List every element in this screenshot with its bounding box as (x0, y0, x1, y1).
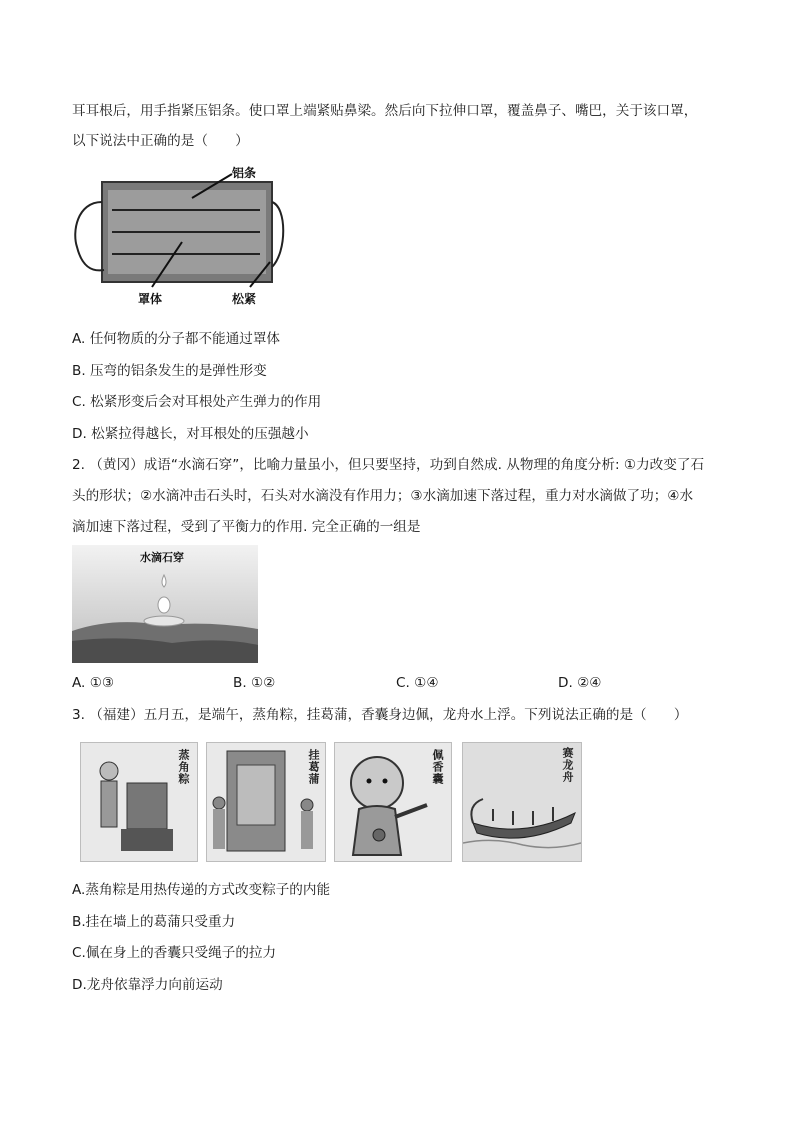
water-drop-figure (72, 545, 258, 663)
q1-option-b: B. 压弯的铝条发生的是弹性形变 (72, 363, 267, 379)
q1-stem-line-1: 耳耳根后，用手指紧压铝条。使口罩上端紧贴鼻梁。然后向下拉伸口罩，覆盖鼻子、嘴巴，关于该口罩， (72, 103, 698, 119)
panel-steam-dumplings (80, 742, 198, 862)
water-drop-title: 水滴石穿 (140, 551, 184, 564)
dragon-boat-figures (80, 742, 582, 862)
q3-option-c: C.佩在身上的香囊只受绳子的拉力 (72, 945, 277, 961)
label-aluminum-strip: 铝条 (232, 166, 257, 180)
label-elastic-band: 松紧 (232, 292, 257, 306)
q2-stem-line-1: 2. （黄冈）成语“水滴石穿”，比喻力量虽小，但只要坚持，功到自然成. 从物理的角度分析: ①力改变了石 (72, 457, 705, 473)
q2-stem-line-2: 头的形状；②水滴冲击石头时，石头对水滴没有作用力；③水滴加速下落过程，重力对水滴做了功；④水 (72, 488, 694, 504)
q3-option-d: D.龙舟依靠浮力向前运动 (72, 977, 223, 993)
q2-option-b: B. ①② (233, 675, 276, 691)
q1-option-a: A. 任何物质的分子都不能通过罩体 (72, 331, 281, 347)
q3-option-a: A.蒸角粽是用热传递的方式改变粽子的内能 (72, 882, 331, 898)
panel-label-steam: 蒸角粽 (177, 749, 190, 785)
q2-stem-line-3: 滴加速下落过程，受到了平衡力的作用. 完全正确的一组是 (72, 519, 421, 535)
q1-option-c: C. 松紧形变后会对耳根处产生弹力的作用 (72, 394, 322, 410)
panel-dragon-boat (462, 742, 582, 862)
label-mask-body: 罩体 (138, 292, 163, 306)
mask-figure (72, 162, 287, 312)
q1-stem-line-2: 以下说法中正确的是（ ） (72, 133, 249, 149)
panel-label-sachet: 佩香囊 (431, 749, 444, 785)
panel-label-calamus: 挂葛蒲 (307, 749, 320, 785)
q1-option-d: D. 松紧拉得越长，对耳根处的压强越小 (72, 426, 309, 442)
panel-label-dragon-boat: 赛龙舟 (561, 747, 574, 783)
panel-hang-calamus (206, 742, 326, 862)
q2-option-c: C. ①④ (396, 675, 439, 691)
q2-option-d: D. ②④ (558, 675, 602, 691)
panel-sachet (334, 742, 452, 862)
q3-option-b: B.挂在墙上的葛蒲只受重力 (72, 914, 236, 930)
q2-option-a: A. ①③ (72, 675, 115, 691)
q3-stem: 3. （福建）五月五，是端午，蒸角粽，挂葛蒲，香囊身边佩，龙舟水上浮。下列说法正确的是（ ） (72, 707, 688, 723)
